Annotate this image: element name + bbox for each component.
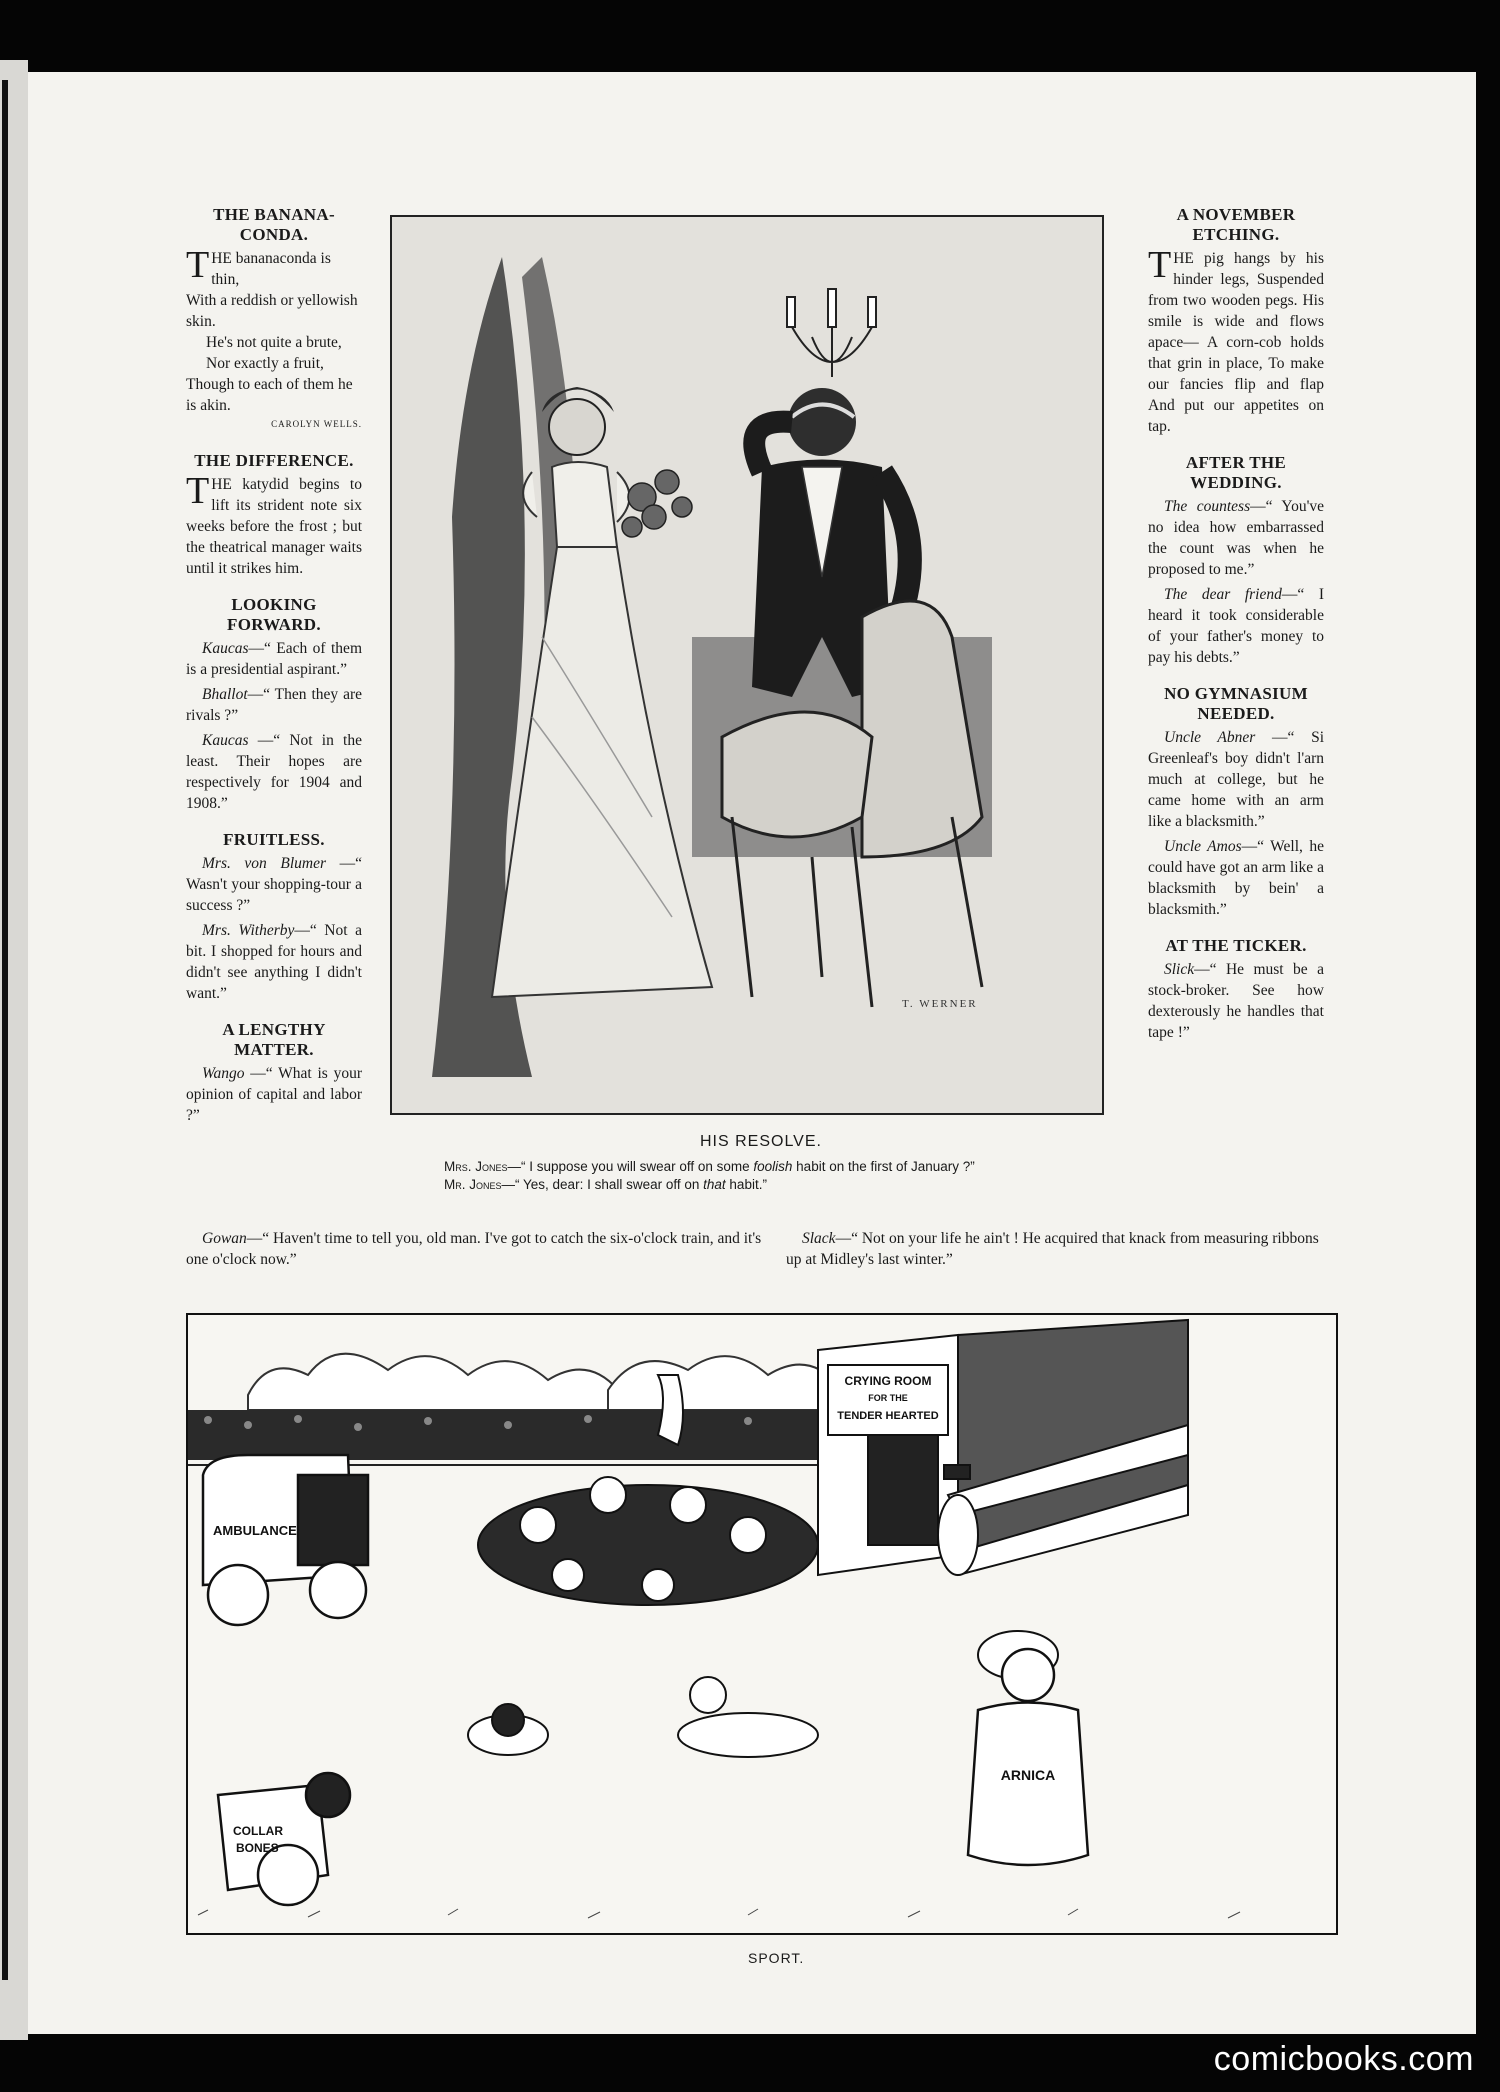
ambulance-label: AMBULANCE — [213, 1523, 297, 1538]
difference-joke — [186, 451, 362, 579]
dialogue: habit.” — [725, 1177, 767, 1192]
looking-forward-joke — [186, 595, 362, 814]
illustration-title: HIS RESOLVE. — [700, 1133, 822, 1150]
poem-line: HE bananaconda is thin, — [211, 250, 331, 288]
speaker: The countess — [1164, 498, 1251, 515]
dialogue: —“ He must be a stock-broker. See how dexterously he handles that tape !” — [1148, 961, 1324, 1041]
poem-text: HE pig hangs by his hinder legs, Suspended from two wooden pegs. His smile is wide and flows apace— A corn-cob holds that grin in place, To make our fancies flip and flap And put our appetites on tap. — [1148, 250, 1324, 435]
speaker: Mrs. Jones — [444, 1159, 508, 1174]
dialogue: habit on the first of January ?” — [792, 1159, 975, 1174]
no-gymnasium-title: NO GYMNASIUM NEEDED. — [1164, 684, 1308, 723]
after-wedding-joke — [1148, 453, 1324, 668]
fruitless-title: FRUITLESS. — [223, 830, 325, 849]
collar-label-2: BONES — [236, 1841, 279, 1855]
dialogue: —“ Not on your life he ain't ! He acquired that knack from measuring ribbons up at Midley's last winter.” — [786, 1230, 1319, 1268]
difference-text: HE katydid begins to lift its strident note six weeks before the frost ; but the theatrical manager waits until it strikes him. — [186, 476, 362, 577]
poem-line: He's not quite a brute, — [206, 334, 342, 351]
speaker: Bhallot — [202, 686, 248, 703]
dialogue: —“ What is your opinion of capital and labor ?” — [186, 1065, 362, 1124]
speaker: Kaucas — [202, 732, 249, 749]
speaker: Uncle Abner — [1164, 729, 1256, 746]
speaker: Mrs. von Blumer — [202, 855, 327, 872]
speaker: Kaucas — [202, 640, 249, 657]
speaker: The dear friend — [1164, 586, 1282, 603]
illustration-caption — [444, 1158, 1144, 1194]
drop-cap: T — [1148, 244, 1172, 286]
cartoon-drawing — [188, 1315, 1336, 1933]
dialogue: —“ I suppose you will swear off on some — [507, 1159, 754, 1174]
artist-signature: T. WERNER — [902, 998, 978, 1010]
his-resolve-illustration — [390, 215, 1104, 1115]
sign-line-3: TENDER HEARTED — [837, 1410, 939, 1422]
dialogue: —“ Then they are rivals ?” — [186, 686, 362, 724]
banana-conda-poem — [186, 205, 362, 435]
speaker: Slack — [802, 1230, 836, 1247]
lengthy-matter-joke — [186, 1020, 362, 1126]
speaker: Wango — [202, 1065, 245, 1082]
emphasis: that — [703, 1177, 726, 1192]
at-ticker-joke — [1148, 936, 1324, 1043]
speaker: Gowan — [202, 1230, 247, 1247]
poem-line: Though to each of them he is akin. — [186, 376, 353, 414]
author-credit: CAROLYN WELLS. — [271, 419, 362, 429]
dialogue: —“ Well, he could have got an arm like a blacksmith by bein' a blacksmith.” — [1148, 838, 1324, 918]
left-column — [186, 205, 362, 1130]
poem-line: Nor exactly a fruit, — [206, 355, 324, 372]
difference-title: THE DIFFERENCE. — [194, 451, 354, 470]
speaker: Mrs. Witherby — [202, 922, 295, 939]
at-ticker-title: AT THE TICKER. — [1165, 936, 1307, 955]
banana-conda-title: THE BANANA-CONDA. — [213, 205, 335, 244]
dialogue: —“ Each of them is a presidential aspirant.” — [186, 640, 362, 678]
caption-line-2 — [444, 1176, 1144, 1194]
dialogue: —“ I heard it took considerable of your father's money to pay his debts.” — [1148, 586, 1325, 666]
sign-line-2: FOR THE — [868, 1393, 908, 1403]
poem-line: With a reddish or yellowish skin. — [186, 292, 358, 330]
dialogue: —“ Yes, dear: I shall swear off on — [501, 1177, 704, 1192]
illustration-drawing — [392, 217, 1102, 1113]
dialogue: —“ Not in the least. Their hopes are respectively for 1904 and 1908.” — [186, 732, 362, 812]
speaker: Slick — [1164, 961, 1195, 978]
emphasis: foolish — [753, 1159, 793, 1174]
speaker: Mr. Jones — [444, 1177, 502, 1192]
dialogue: —“ You've no idea how embarrassed the count was when he proposed to me.” — [1148, 498, 1324, 578]
collar-label-1: COLLAR — [233, 1824, 283, 1838]
november-etching-poem — [1148, 205, 1324, 437]
dialogue: —“ Not a bit. I shopped for hours and didn't see anything I didn't want.” — [186, 922, 362, 1002]
no-gymnasium-joke — [1148, 684, 1324, 920]
caption-line-1 — [444, 1158, 1144, 1176]
after-wedding-title: AFTER THE WEDDING. — [1185, 453, 1287, 492]
gowan-reply — [186, 1228, 766, 1270]
drop-cap: T — [186, 470, 210, 512]
cartoon-caption: SPORT. — [748, 1950, 805, 1966]
lengthy-matter-title: A LENGTHY MATTER. — [222, 1020, 326, 1059]
sign-line-1: CRYING ROOM — [844, 1374, 932, 1388]
sport-cartoon — [186, 1313, 1338, 1935]
spine-shadow — [2, 80, 8, 1980]
dialogue: —“ Wasn't your shopping-tour a success ?” — [186, 855, 362, 914]
site-watermark: comicbooks.com — [1213, 2040, 1474, 2078]
speaker: Uncle Amos — [1164, 838, 1242, 855]
right-column — [1148, 205, 1324, 1047]
slack-reply — [786, 1228, 1334, 1270]
fruitless-joke — [186, 830, 362, 1004]
dialogue: —“ Si Greenleaf's boy didn't l'arn much at college, but he came home with an arm like a blacksmith.” — [1148, 729, 1325, 830]
looking-forward-title: LOOKING FORWARD. — [227, 595, 321, 634]
november-etching-title: A NOVEMBER ETCHING. — [1176, 205, 1296, 244]
dialogue: —“ Haven't time to tell you, old man. I've got to catch the six-o'clock train, and it's one o'clock now.” — [186, 1230, 762, 1268]
drop-cap: T — [186, 244, 210, 286]
arnica-label: ARNICA — [1000, 1767, 1056, 1783]
